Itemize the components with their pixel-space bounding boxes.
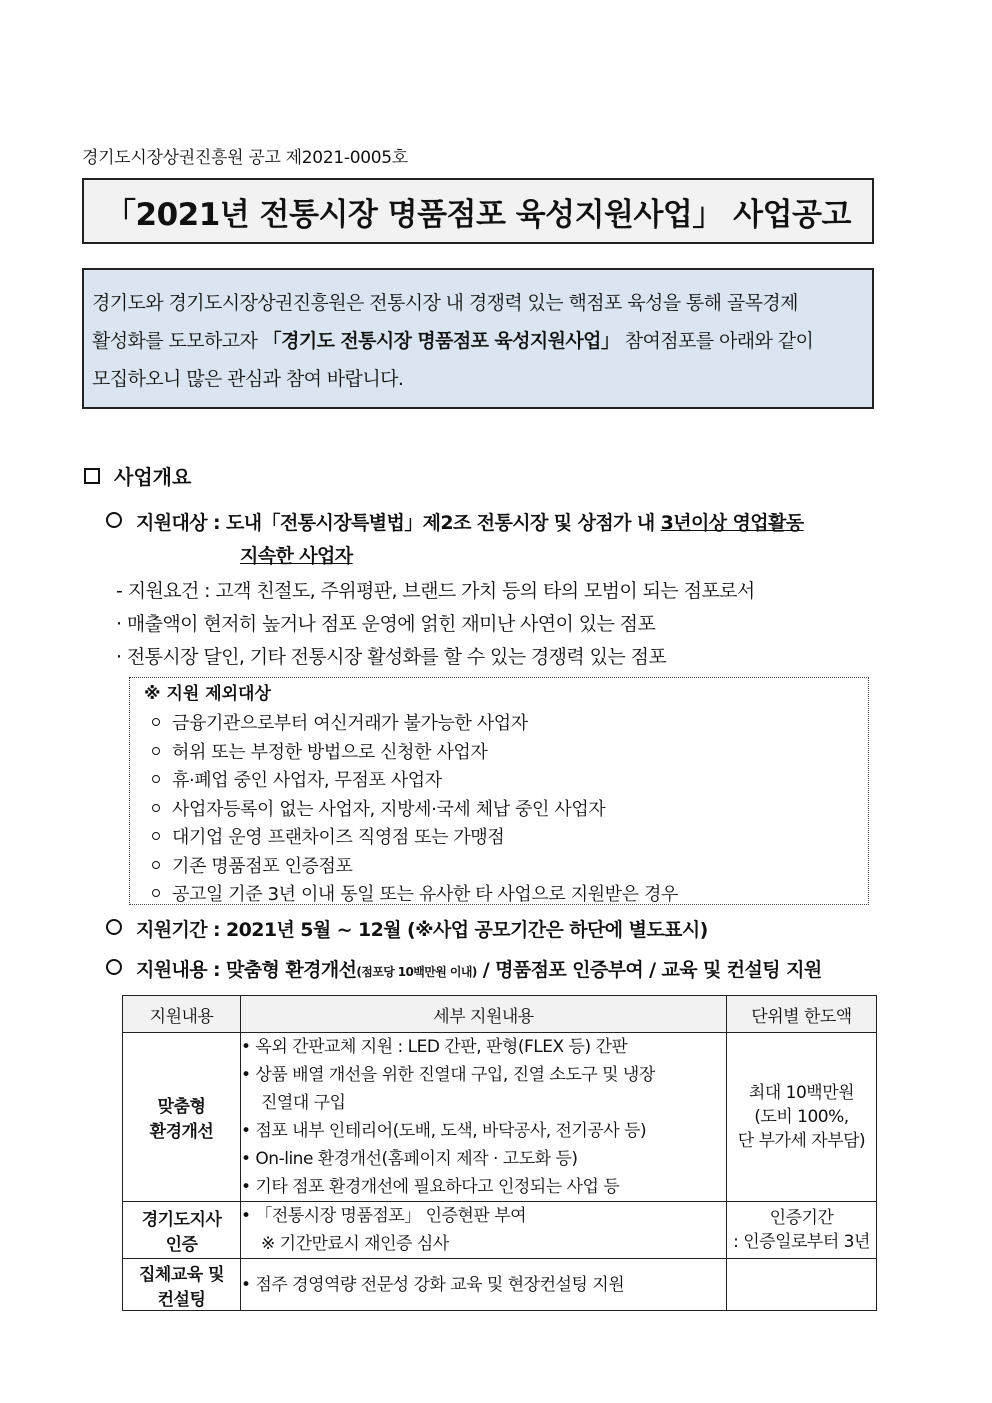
detail-line: • 「전통시장 명품점포」 인증현판 부여 [241,1206,527,1226]
content-line [106,955,822,982]
bullet-dot-icon [152,889,160,897]
limit-line: 최대 10백만원 [748,1083,855,1103]
exclusion-heading: ※ 지원 제외대상 [144,684,271,704]
support-table [122,995,877,1311]
detail-line: • 상품 배열 개선을 위한 진열대 구입, 진열 소도구 및 냉장 [241,1065,655,1085]
exclusion-text: 휴·폐업 중인 사업자, 무점포 사업자 [172,770,442,791]
intro-line-2-pre: 활성화를 도모하고자 [92,330,263,352]
exclusion-item [144,853,868,882]
page-title: 「2021년 전통시장 명품점포 육성지원사업」 사업공고 [82,178,874,244]
row-name-cell [123,1202,241,1259]
target-line-2 [240,541,353,568]
detail-line: • On-line 환경개선(홈페이지 제작 · 고도화 등) [241,1149,578,1169]
intro-program-name: 「경기도 전통시장 명품점포 육성지원사업」 [262,330,620,352]
checkbox-square-icon [84,468,100,484]
target-line [106,508,804,535]
requirement-item-2: · 전통시장 달인, 기타 전통시장 활성화를 할 수 있는 경쟁력 있는 점포 [116,646,667,668]
circle-bullet-icon [106,512,122,528]
period-text: 지원기간 : 2021년 5월 ~ 12월 (※사업 공모기간은 하단에 별도표시) [136,919,708,941]
table-row [123,1033,877,1202]
content-pre: 지원내용 : 맞춤형 환경개선 [136,959,357,981]
table-row [123,1202,877,1259]
exclusion-text: 금융기관으로부터 여신거래가 불가능한 사업자 [172,713,528,734]
circle-bullet-icon [106,959,122,975]
limit-cell [727,1033,877,1202]
bullet-dot-icon [152,832,160,840]
intro-box [82,268,874,409]
target-underline-1: 3년이상 영업활동 [660,512,804,534]
bullet-dot-icon [152,775,160,783]
detail-line: ※ 기간만료시 재인증 심사 [261,1234,449,1254]
exclusion-box [129,677,869,905]
section-heading [84,461,191,490]
row-name-line: 환경개선 [149,1122,214,1142]
detail-line: 진열대 구입 [261,1093,346,1113]
intro-line-3: 모집하오니 많은 관심과 참여 바랍니다. [92,368,404,390]
detail-cell [241,1202,727,1259]
header-cell: 지원내용 [123,996,241,1033]
exclusion-item [144,710,868,739]
period-line [106,915,708,942]
header-cell: 세부 지원내용 [241,996,727,1033]
exclusion-text: 공고일 기준 3년 이내 동일 또는 유사한 타 사업으로 지원받은 경우 [172,884,678,905]
limit-cell [727,1259,877,1311]
detail-cell [241,1259,727,1311]
limit-line: (도비 100%, [754,1107,849,1127]
requirement-line: - 지원요건 : 고객 친절도, 주위평판, 브랜드 가치 등의 타의 모범이 되는 점포로서 [116,580,755,602]
row-name-line: 맞춤형 [157,1097,206,1117]
exclusion-text: 사업자등록이 없는 사업자, 지방세·국세 체납 중인 사업자 [172,798,606,820]
row-name-line: 인증 [165,1235,198,1255]
bullet-dot-icon [152,718,160,726]
row-name-line: 집체교육 및 [138,1264,225,1285]
content-small-note: (점포당 10백만원 이내) [356,965,477,979]
table-header-row [123,996,877,1033]
bullet-dot-icon [152,747,160,755]
target-underline-2: 지속한 사업자 [240,545,353,567]
limit-line: : 인증일로부터 3년 [733,1232,870,1252]
limit-cell [727,1202,877,1259]
content-post: / 명품점포 인증부여 / 교육 및 컨설팅 지원 [476,959,822,981]
notice-number: 경기도시장상권진흥원 공고 제2021-0005호 [82,148,408,168]
exclusion-item [144,881,868,905]
requirement-item-1: · 매출액이 현저히 높거나 점포 운영에 얽힌 재미난 사연이 있는 점포 [116,613,656,635]
exclusion-text: 기존 명품점포 인증점포 [172,855,353,877]
target-label: 지원대상 : 도내「전통시장특별법」제2조 전통시장 및 상점가 내 [136,512,661,534]
header-cell: 단위별 한도액 [727,996,877,1033]
row-name-line: 경기도지사 [141,1210,222,1230]
limit-line: 단 부가세 자부담) [737,1131,866,1151]
detail-line: • 기타 점포 환경개선에 필요하다고 인정되는 사업 등 [241,1177,620,1197]
table-row [123,1259,877,1311]
detail-cell [241,1033,727,1202]
bullet-dot-icon [152,861,160,869]
detail-line: • 옥외 간판교체 지원 : LED 간판, 판형(FLEX 등) 간판 [241,1037,628,1057]
row-name-line: 컨설팅 [157,1289,206,1310]
detail-line: • 점주 경영역량 전문성 강화 교육 및 현장컨설팅 지원 [241,1274,625,1295]
detail-line: • 점포 내부 인테리어(도배, 도색, 바닥공사, 전기공사 등) [241,1121,647,1141]
exclusion-text: 허위 또는 부정한 방법으로 신청한 사업자 [172,741,488,763]
exclusion-text: 대기업 운영 프랜차이즈 직영점 또는 가맹점 [172,827,505,848]
intro-line-2 [92,322,866,360]
exclusion-item [144,767,868,796]
exclusion-item [144,824,868,853]
exclusion-item [144,739,868,768]
row-name-cell [123,1259,241,1311]
circle-bullet-icon [106,919,122,935]
bullet-dot-icon [152,804,160,812]
limit-line: 인증기간 [769,1208,834,1228]
exclusion-item [144,796,868,825]
row-name-cell [123,1033,241,1202]
section-title: 사업개요 [114,465,192,489]
intro-line-1: 경기도와 경기도시장상권진흥원은 전통시장 내 경쟁력 있는 핵점포 육성을 통해 골목경제 [92,292,798,314]
intro-line-2-post: 참여점포를 아래와 같이 [619,330,814,352]
